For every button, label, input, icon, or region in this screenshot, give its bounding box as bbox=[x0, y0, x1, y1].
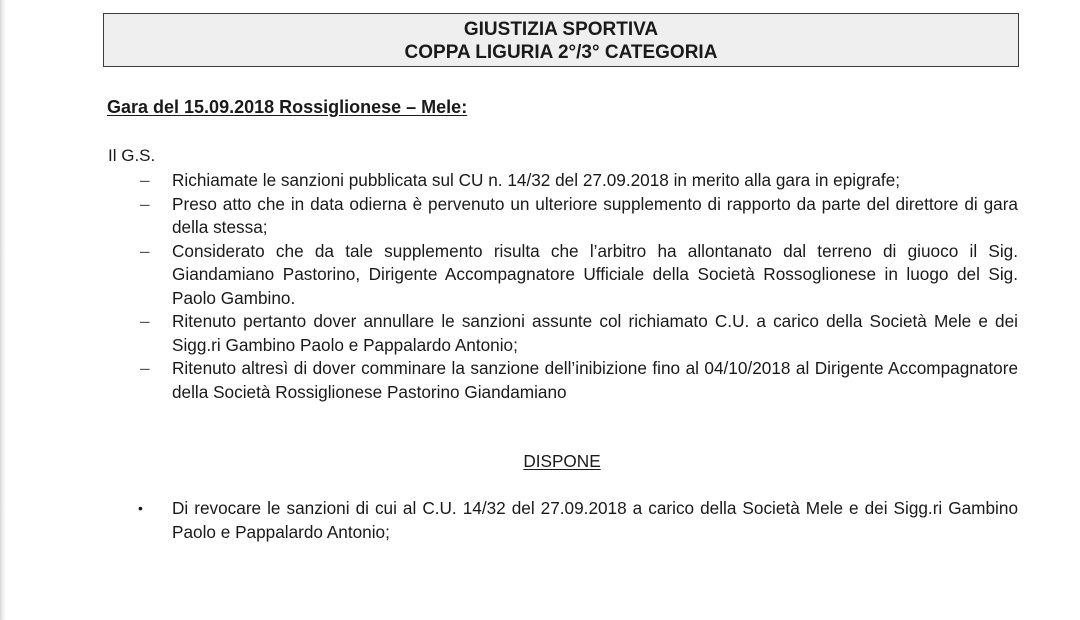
page-edge bbox=[0, 0, 6, 620]
list-item-text: Di revocare le sanzioni di cui al C.U. 14/32 del 27.09.2018 a carico della Società Mele e dei Sigg.ri Gambino Paolo e Pappalardo Antonio; bbox=[172, 498, 1018, 542]
title-line-2: COPPA LIGURIA 2°/3° CATEGORIA bbox=[404, 42, 718, 63]
document-title-box bbox=[103, 13, 1019, 67]
list-item-text: Preso atto che in data odierna è pervenuto un ulteriore supplemento di rapporto da parte del direttore di gara della stessa; bbox=[172, 193, 1018, 237]
match-heading: Gara del 15.09.2018 Rossiglionese – Mele: bbox=[107, 97, 468, 117]
list-item bbox=[108, 169, 1018, 193]
list-item bbox=[108, 497, 1018, 544]
list-item-text: Ritenuto altresì di dover comminare la sanzione dell’inibizione fino al 04/10/2018 al Dirigente Accompagnatore della Società Rossiglionese Pastorino Giandamiano bbox=[172, 358, 1018, 402]
list-item-text: Richiamate le sanzioni pubblicata sul CU n. 14/32 del 27.09.2018 in merito alla gara in epigrafe; bbox=[172, 170, 901, 190]
list-item bbox=[108, 310, 1018, 357]
dispone-heading: DISPONE bbox=[523, 451, 601, 471]
title-line-1: GIUSTIZIA SPORTIVA bbox=[463, 19, 659, 40]
list-item bbox=[108, 357, 1018, 404]
list-item bbox=[108, 193, 1018, 240]
dash-marker: – bbox=[140, 358, 150, 378]
gs-label: Il G.S. bbox=[108, 146, 156, 165]
list-item bbox=[108, 240, 1018, 311]
decisions-list bbox=[108, 497, 1018, 544]
dash-marker: – bbox=[140, 240, 150, 261]
dash-marker: – bbox=[140, 193, 150, 214]
considerations-list bbox=[108, 169, 1018, 404]
bullet-marker: • bbox=[138, 500, 143, 516]
list-item-text: Ritenuto pertanto dover annullare le sanzioni assunte col richiamato C.U. a carico della Società Mele e dei Sigg.ri Gambino Paolo e Pappalardo Antonio; bbox=[172, 311, 1018, 355]
dash-marker: – bbox=[140, 311, 150, 331]
list-item-text: Considerato che da tale supplemento risulta che l’arbitro ha allontanato dal terreno di giuoco il Sig. Giandamiano Pastorino, Dirigente Accompagnatore Ufficiale della Società Rossoglionese in luogo del Sig. Paolo Gambino. bbox=[172, 240, 1018, 308]
dash-marker: – bbox=[140, 170, 150, 190]
